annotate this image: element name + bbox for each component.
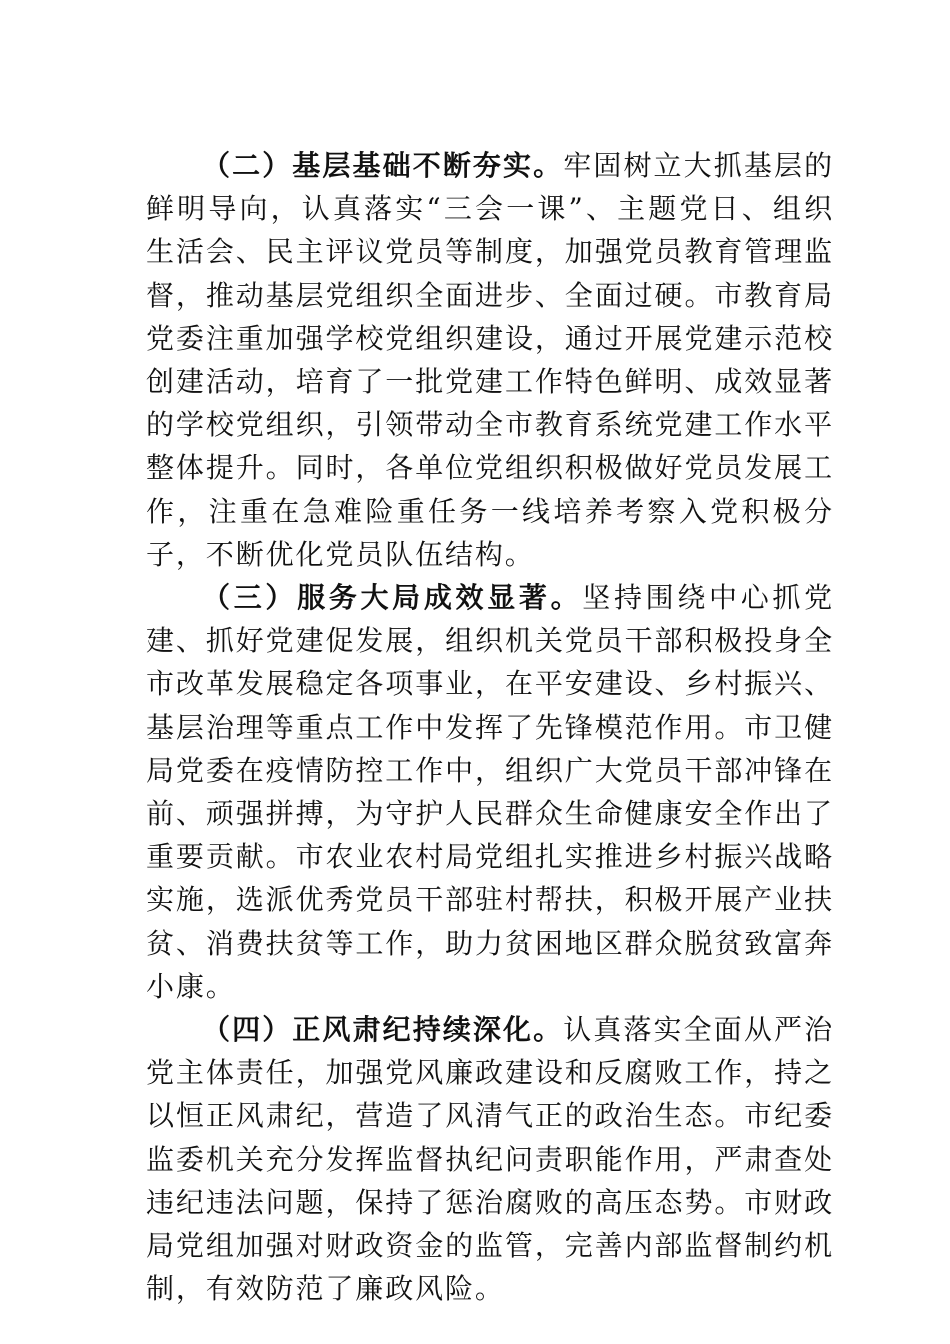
paragraph-body: 牢固树立大抓基层的鲜明导向，认真落实“三会一课”、主题党日、组织生活会、民主评议党员等制度，加强党员教育管理监督，推动基层党组织全面进步、全面过硬。市教育局党委注重加强学校党组织建设，通过开展党建示范校创建活动，培育了一批党建工作特色鲜明、成效显著的学校党组织，引领带动全市教育系统党建工作水平整体提升。同时，各单位党组织积极做好党员发展工作，注重在急难险重任务一线培养考察入党积极分子，不断优化党员队伍结构。 [146,149,834,571]
paragraph-grassroots [146,144,834,576]
paragraph-service [146,576,834,1008]
paragraph-body: 坚持围绕中心抓党建、抓好党建促发展，组织机关党员干部积极投身全市改革发展稳定各项事业，在平安建设、乡村振兴、基层治理等重点工作中发挥了先锋模范作用。市卫健局党委在疫情防控工作中，组织广大党员干部冲锋在前、顽强拼搏，为守护人民群众生命健康安全作出了重要贡献。市农业农村局党组扎实推进乡村振兴战略实施，选派优秀党员干部驻村帮扶，积极开展产业扶贫、消费扶贫等工作，助力贫困地区群众脱贫致富奔小康。 [146,581,834,1003]
paragraph-discipline [146,1008,834,1310]
section-heading: （三）服务大局成效显著。 [202,581,583,615]
section-heading: （四）正风肃纪持续深化。 [202,1013,564,1047]
section-heading: （二）基层基础不断夯实。 [202,149,564,182]
paragraph-body: 认真落实全面从严治党主体责任，加强党风廉政建设和反腐败工作，持之以恒正风肃纪，营造了风清气正的政治生态。市纪委监委机关充分发挥监督执纪问责职能作用，严肃查处违纪违法问题，保持了惩治腐败的高压态势。市财政局党组加强对财政资金的监管，完善内部监督制约机制，有效防范了廉政风险。 [146,1013,834,1306]
document-page [146,144,834,1310]
